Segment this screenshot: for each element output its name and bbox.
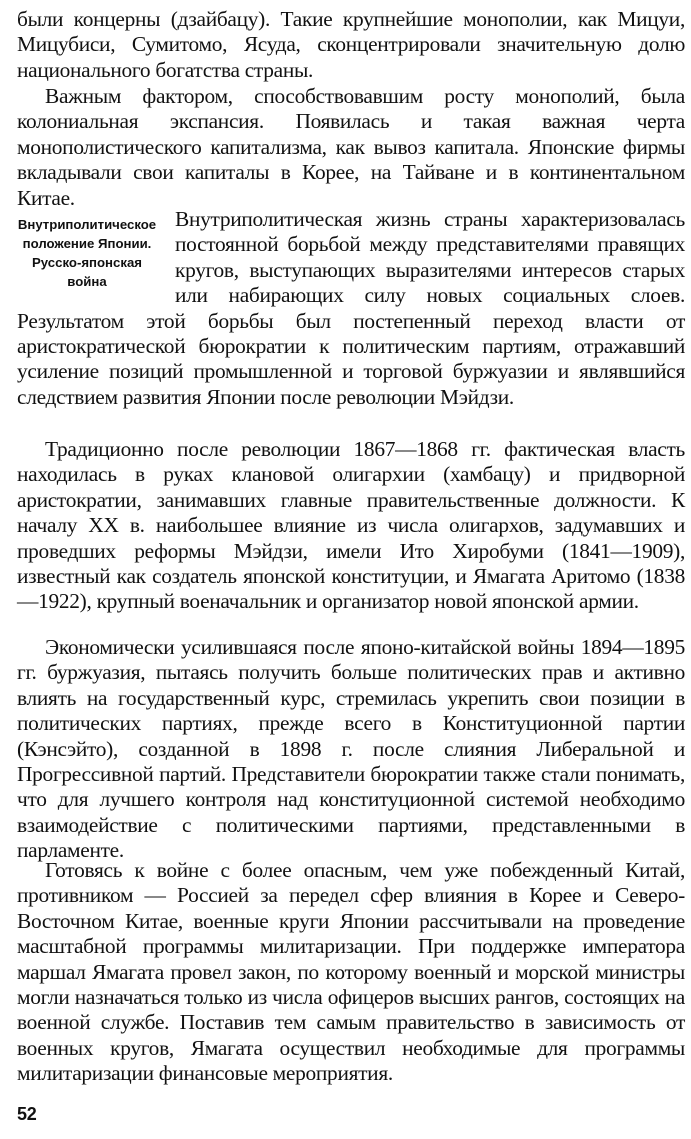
margin-heading: Внутриполитическое положение Японии. Русско-японская война — [17, 217, 157, 289]
page-number: 52 — [17, 1104, 37, 1124]
paragraph-6: Готовясь к войне с более опасным, чем уже побежденный Китай, противником — Россией за передел сфер влияния в Корее и Северо-Восточном Китае, военные круги Японии рассчитывали на проведение масштабной программы милитаризации. При поддержке императора маршал Ямагата провел закон, по которому военный и морской министры могли назначаться только из числа офицеров высших рангов, состоящих на военной службе. Поставив тем самым правительство в зависимость от военных кругов, Ямагата осуществил необходимые для программы милитаризации финансовые мероприятия. — [17, 858, 685, 1086]
section-block — [17, 207, 685, 410]
paragraph-4: Традиционно после революции 1867—1868 гг. фактическая власть находилась в руках клановой олигархии (хамбацу) и придворной аристократии, занимавших главные правительственные должности. К началу XX в. наибольшее влияние из числа олигархов, задумавших и проведших реформы Мэйдзи, имели Ито Хиробуми (1841—1909), известный как создатель японской конституции, и Ямагата Аритомо (1838—1922), крупный военачальник и организатор новой японской армии. — [17, 437, 685, 614]
paragraph-5: Экономически усилившаяся после японо-китайской войны 1894—1895 гг. буржуазия, пытаясь получить больше политических прав и активно влиять на государственный курс, стремилась укрепить свои позиции в политических партиях, прежде всего в Конституционной партии (Кэнсэйто), созданной в 1898 г. после слияния Либеральной и Прогрессивной партий. Представители бюрократии также стали понимать, что для лучшего контроля над конституционной системой необходимо взаимодействие с политическими партиями, представленными в парламенте. — [17, 635, 685, 863]
paragraph-1: были концерны (дзайбацу). Такие крупнейшие монополии, как Мицуи, Мицубиси, Сумитомо, Ясуда, сконцентрировали значительную долю национального богатства страны. — [17, 7, 685, 82]
paragraph-3: Внутриполитическая жизнь страны характеризовалась постоянной борьбой между представителями правящих кругов, выступающих выразителями интересов старых или набирающих силу новых социальных слоев. Результатом этой борьбы был постепенный переход власти от аристократической бюрократии к политическим партиям, отражавший усиление позиций промышленной и торговой буржуазии и являвшийся следствием развития Японии после революции Мэйдзи. — [17, 207, 685, 409]
paragraph-2: Важным фактором, способствовавшим росту монополий, была колониальная экспансия. Появилась и такая важная черта монополистического капитализма, как вывоз капитала. Японские фирмы вкладывали свои капиталы в Корее, на Тайване и в континентальном Китае. — [17, 84, 685, 210]
